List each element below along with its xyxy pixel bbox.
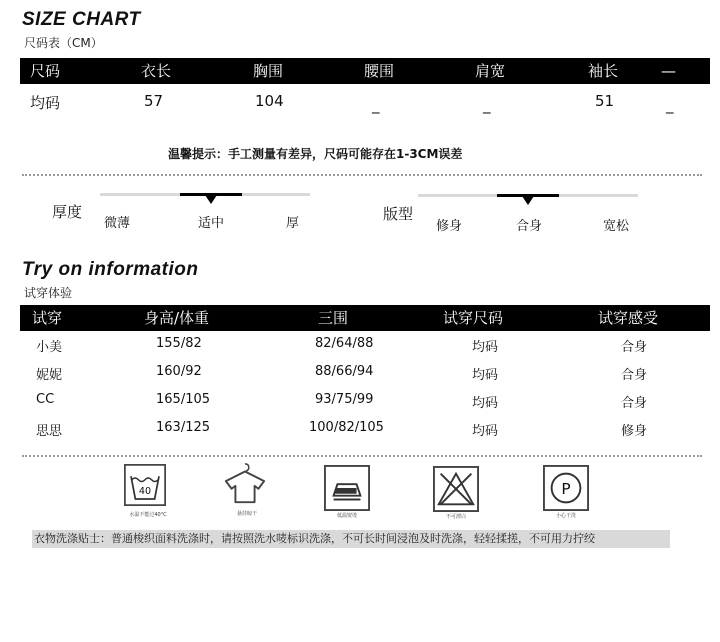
size-header-cell: 肩宽: [475, 62, 506, 80]
try-on-title: Try on information: [22, 259, 199, 280]
size-header-cell: —: [661, 62, 676, 80]
divider: [22, 174, 702, 176]
try-on-cell: 均码: [472, 340, 499, 355]
try-on-cell: 思思: [36, 424, 63, 439]
size-table-row: [20, 90, 710, 120]
wash-temperature: 40: [138, 485, 152, 497]
try-on-table-header: [20, 305, 710, 331]
care-caption: 悬挂晾干: [236, 511, 257, 517]
size-cell: 51: [595, 92, 615, 110]
size-chart-title: SIZE CHART: [22, 9, 141, 30]
size-cell: 均码: [30, 94, 61, 112]
try-on-subtitle: 试穿体验: [24, 286, 73, 300]
fit-option: 修身: [436, 219, 463, 234]
table-row: [20, 364, 710, 390]
thickness-option: 微薄: [104, 216, 131, 231]
try-on-cell: 修身: [621, 424, 648, 439]
fit-marker-icon: [522, 196, 534, 205]
try-on-cell: 合身: [621, 340, 648, 355]
size-header-cell: 腰围: [364, 62, 395, 80]
care-caption: 小心干洗: [555, 513, 576, 519]
fit-option: 宽松: [603, 219, 630, 234]
dry-clean-p-icon: [543, 465, 589, 511]
wash-40-icon: [124, 464, 166, 506]
table-row: [20, 420, 710, 446]
try-on-cell: 均码: [472, 396, 499, 411]
care-caption: 低温熨烫: [336, 513, 357, 519]
try-on-cell: 合身: [621, 368, 648, 383]
try-on-header-cell: 身高/体重: [144, 309, 210, 327]
size-cell: _: [372, 96, 380, 114]
try-on-cell: 160/92: [156, 364, 202, 379]
hang-dry-icon: [222, 460, 268, 506]
try-on-cell: 小美: [36, 340, 63, 355]
thickness-label: 厚度: [52, 203, 83, 221]
size-cell: 57: [144, 92, 164, 110]
thickness-option: 适中: [198, 216, 225, 231]
size-table-header: [20, 58, 710, 84]
care-note: 衣物洗涤贴士：普通梭织面料洗涤时，请按照洗水唛标识洗涤，不可长时间浸泡及时洗涤，轻轻揉搓，不可用力拧绞: [32, 530, 670, 548]
table-row: [20, 392, 710, 418]
try-on-cell: 合身: [621, 396, 648, 411]
thickness-option: 厚: [286, 216, 300, 231]
iron-low-icon: [324, 465, 370, 511]
size-header-cell: 尺码: [30, 62, 61, 80]
dry-clean-letter: P: [561, 479, 571, 498]
try-on-header-cell: 试穿感受: [598, 309, 659, 327]
try-on-cell: 82/64/88: [315, 336, 374, 351]
try-on-cell: 155/82: [156, 336, 202, 351]
thickness-marker-icon: [205, 195, 217, 204]
care-caption: 水温不能过40°C: [129, 512, 167, 518]
try-on-cell: 93/75/99: [315, 392, 374, 407]
size-header-cell: 袖长: [588, 62, 619, 80]
size-cell: _: [483, 96, 491, 114]
size-cell: 104: [255, 92, 284, 110]
try-on-cell: 88/66/94: [315, 364, 374, 379]
table-row: [20, 336, 710, 362]
divider: [22, 455, 702, 457]
try-on-cell: 163/125: [156, 420, 211, 435]
size-chart-subtitle: 尺码表（CM）: [24, 36, 103, 50]
fit-option: 合身: [516, 219, 543, 234]
size-header-cell: 胸围: [253, 62, 284, 80]
try-on-cell: 均码: [472, 424, 499, 439]
try-on-cell: CC: [36, 392, 55, 407]
try-on-header-cell: 试穿: [32, 309, 63, 327]
size-header-cell: 衣长: [141, 62, 172, 80]
try-on-header-cell: 三围: [318, 309, 349, 327]
try-on-cell: 妮妮: [36, 368, 63, 383]
try-on-cell: 100/82/105: [309, 420, 384, 435]
try-on-cell: 均码: [472, 368, 499, 383]
measurement-tip: 温馨提示：手工测量有差异，尺码可能存在1-3CM误差: [168, 147, 463, 161]
care-caption: 不可漂白: [445, 514, 466, 520]
no-bleach-icon: [433, 466, 479, 512]
try-on-header-cell: 试穿尺码: [443, 309, 504, 327]
size-cell: _: [666, 96, 674, 114]
try-on-cell: 165/105: [156, 392, 211, 407]
fit-label: 版型: [383, 205, 414, 223]
